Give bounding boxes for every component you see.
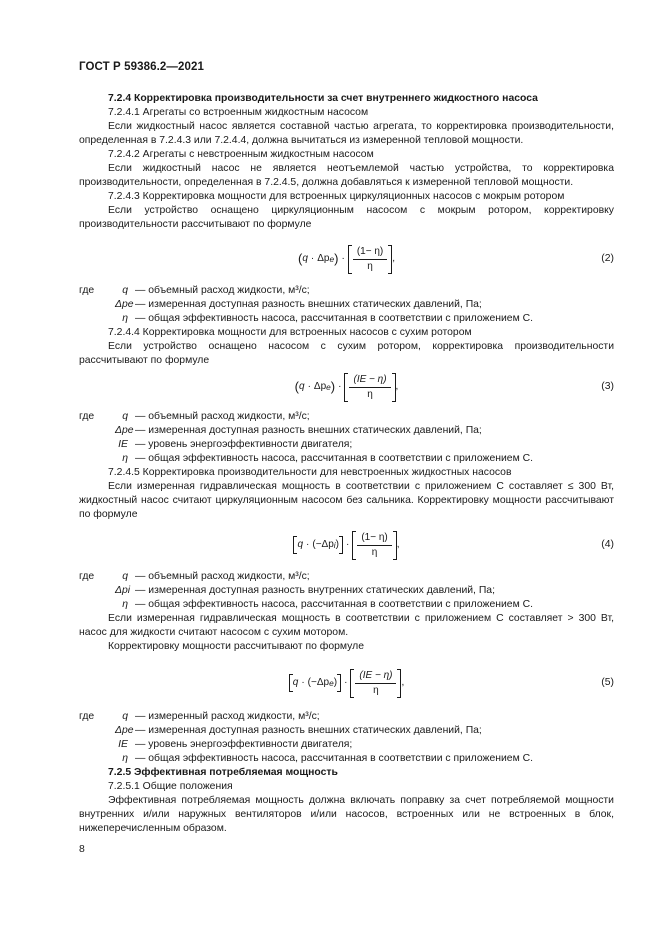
section-7-2-4-2-title: 7.2.4.2 Агрегаты с невстроенным жидкостным насосом bbox=[108, 149, 374, 160]
section-7-2-4-5-text-2: Если измеренная гидравлическая мощность в соответствии с приложением С составляет > 300 Вт, насос для жидкости считают насосом с сухим мотором. bbox=[79, 613, 614, 638]
definition-row bbox=[79, 424, 614, 438]
definition-where-label: где bbox=[79, 711, 95, 722]
section-7-2-5-title: 7.2.5 Эффективная потребляемая мощность bbox=[108, 767, 338, 778]
definition-symbol: q bbox=[122, 711, 128, 722]
definition-text: — измеренный расход жидкости, м³/с; bbox=[135, 711, 320, 722]
definition-text: — общая эффективность насоса, рассчитанная в соответствии с приложением С. bbox=[135, 453, 533, 464]
definition-row bbox=[79, 298, 614, 312]
definition-symbol: Δpe bbox=[115, 425, 134, 436]
section-7-2-4-3-text: Если устройство оснащено циркуляционным насосом с мокрым ротором, корректировку производительности рассчитывают по формуле bbox=[79, 205, 614, 230]
definition-text: — измеренная доступная разность внутренних статических давлений, Па; bbox=[135, 585, 495, 596]
definition-row bbox=[79, 710, 614, 724]
formula-4-expression: q · (−Δp i ) · $\frac{(1- \eta)}{\eta}$ , bbox=[293, 531, 399, 560]
section-7-2-4-5-text-1: Если измеренная гидравлическая мощность в соответствии с приложением С составляет ≤ 300 Вт, жидкостный насос считают циркуляционным насосом без сальника. Корректировку мощности рассчитывают по формуле bbox=[79, 481, 614, 520]
formula-2 bbox=[79, 242, 614, 276]
definition-text: — измеренная доступная разность внешних статических давлений, Па; bbox=[135, 725, 482, 736]
section-7-2-4-title: 7.2.4 Корректировка производительности за счет внутреннего жидкостного насоса bbox=[108, 93, 538, 104]
definition-text: — объемный расход жидкости, м³/с; bbox=[135, 285, 310, 296]
section-7-2-4-3-title: 7.2.4.3 Корректировка мощности для встроенных циркуляционных насосов с мокрым ротором bbox=[108, 191, 565, 202]
formula-3 bbox=[79, 370, 614, 404]
definition-where-label bbox=[79, 724, 115, 738]
definition-symbol: Δpi bbox=[115, 585, 131, 596]
definition-symbol: η bbox=[122, 599, 128, 610]
definition-symbol: q bbox=[122, 411, 128, 422]
definition-where-label bbox=[79, 438, 115, 452]
section-7-2-5-1-text: Эффективная потребляемая мощность должна включать поправку за счет потребляемой мощности внутренних и/или наружных вентиляторов и/или насосов, встроенных или не встроенных в блок, нижеперечисленным образом. bbox=[79, 795, 614, 834]
standard-header: ГОСТ Р 59386.2—2021 bbox=[79, 61, 204, 73]
definition-text: — объемный расход жидкости, м³/с; bbox=[135, 411, 310, 422]
formula-5 bbox=[79, 666, 614, 700]
page-number: 8 bbox=[79, 844, 85, 855]
definition-where-label bbox=[79, 584, 115, 598]
where-block-3 bbox=[79, 410, 614, 466]
definition-row bbox=[79, 438, 614, 452]
section-7-2-4-1-title: 7.2.4.1 Агрегаты со встроенным жидкостным насосом bbox=[108, 107, 369, 118]
formula-4 bbox=[79, 528, 614, 562]
definition-where-label bbox=[79, 738, 115, 752]
definition-text: — общая эффективность насоса, рассчитанная в соответствии с приложением С. bbox=[135, 313, 533, 324]
definition-text: — объемный расход жидкости, м³/с; bbox=[135, 571, 310, 582]
definition-row bbox=[79, 724, 614, 738]
definition-where-label bbox=[79, 312, 115, 326]
section-7-2-4-2-text: Если жидкостный насос не является неотъемлемой частью устройства, то корректировка производительности, определенная в 7.2.4.5, должна добавляться к измеренной тепловой мощности. bbox=[79, 163, 614, 188]
definition-where-label: где bbox=[79, 571, 95, 582]
definition-text: — общая эффективность насоса, рассчитанная в соответствии с приложением С. bbox=[135, 599, 533, 610]
definition-where-label bbox=[79, 298, 115, 312]
definition-text: — уровень энергоэффективности двигателя; bbox=[135, 439, 353, 450]
definition-row bbox=[79, 598, 614, 612]
section-7-2-4-4-title: 7.2.4.4 Корректировка мощности для встроенных насосов с сухим ротором bbox=[108, 327, 472, 338]
definition-text: — общая эффективность насоса, рассчитанная в соответствии с приложением С. bbox=[135, 753, 533, 764]
section-7-2-4-4-text: Если устройство оснащено насосом с сухим ротором, корректировка производительности рассчитывают по формуле bbox=[79, 341, 614, 366]
where-block-4 bbox=[79, 570, 614, 612]
definition-where-label: где bbox=[79, 411, 95, 422]
formula-3-number: (3) bbox=[601, 381, 614, 392]
formula-3-expression: ( q · Δp e ) · $\frac{(IE - \eta)}{\eta}$ , bbox=[294, 373, 399, 400]
definition-symbol: η bbox=[122, 453, 128, 464]
formula-5-number: (5) bbox=[601, 677, 614, 688]
where-block-5 bbox=[79, 710, 614, 766]
section-7-2-4-5-text-3: Корректировку мощности рассчитывают по формуле bbox=[108, 641, 364, 652]
definition-symbol: η bbox=[122, 313, 128, 324]
definition-row bbox=[79, 284, 614, 298]
section-7-2-5-1-title: 7.2.5.1 Общие положения bbox=[108, 781, 233, 792]
definition-where-label bbox=[79, 598, 115, 612]
definition-row bbox=[79, 570, 614, 584]
definition-symbol: Δpe bbox=[115, 725, 134, 736]
definition-where-label bbox=[79, 424, 115, 438]
page-content bbox=[79, 92, 614, 836]
definition-where-label bbox=[79, 452, 115, 466]
definition-row bbox=[79, 738, 614, 752]
formula-2-number: (2) bbox=[601, 253, 614, 264]
definition-row bbox=[79, 752, 614, 766]
formula-2-expression: ( q · Δp e ) · $\frac{(1- \eta)}{\eta}$ , bbox=[297, 245, 395, 272]
definition-where-label: где bbox=[79, 285, 95, 296]
definition-row bbox=[79, 410, 614, 424]
definition-where-label bbox=[79, 752, 115, 766]
definition-text: — измеренная доступная разность внешних статических давлений, Па; bbox=[135, 425, 482, 436]
section-7-2-4-1-text: Если жидкостный насос является составной частью агрегата, то корректировка производительности, определенная в 7.2.4.3 или 7.2.4.4, должна вычитаться из измеренной тепловой мощности. bbox=[79, 121, 614, 146]
definition-symbol: q bbox=[122, 571, 128, 582]
definition-text: — уровень энергоэффективности двигателя; bbox=[135, 739, 353, 750]
definition-symbol: IE bbox=[118, 739, 128, 750]
formula-4-number: (4) bbox=[601, 539, 614, 550]
section-7-2-4-5-title: 7.2.4.5 Корректировка производительности для невстроенных жидкостных насосов bbox=[108, 467, 512, 478]
formula-5-expression: q · (−Δp e ) · $\frac{(IE - \eta)}{\eta}$ , bbox=[289, 669, 405, 698]
where-block-2 bbox=[79, 284, 614, 326]
definition-symbol: q bbox=[122, 285, 128, 296]
definition-row bbox=[79, 452, 614, 466]
definition-symbol: IE bbox=[118, 439, 128, 450]
definition-symbol: η bbox=[122, 753, 128, 764]
definition-symbol: Δpe bbox=[115, 299, 134, 310]
definition-text: — измеренная доступная разность внешних статических давлений, Па; bbox=[135, 299, 482, 310]
definition-row bbox=[79, 584, 614, 598]
definition-row bbox=[79, 312, 614, 326]
